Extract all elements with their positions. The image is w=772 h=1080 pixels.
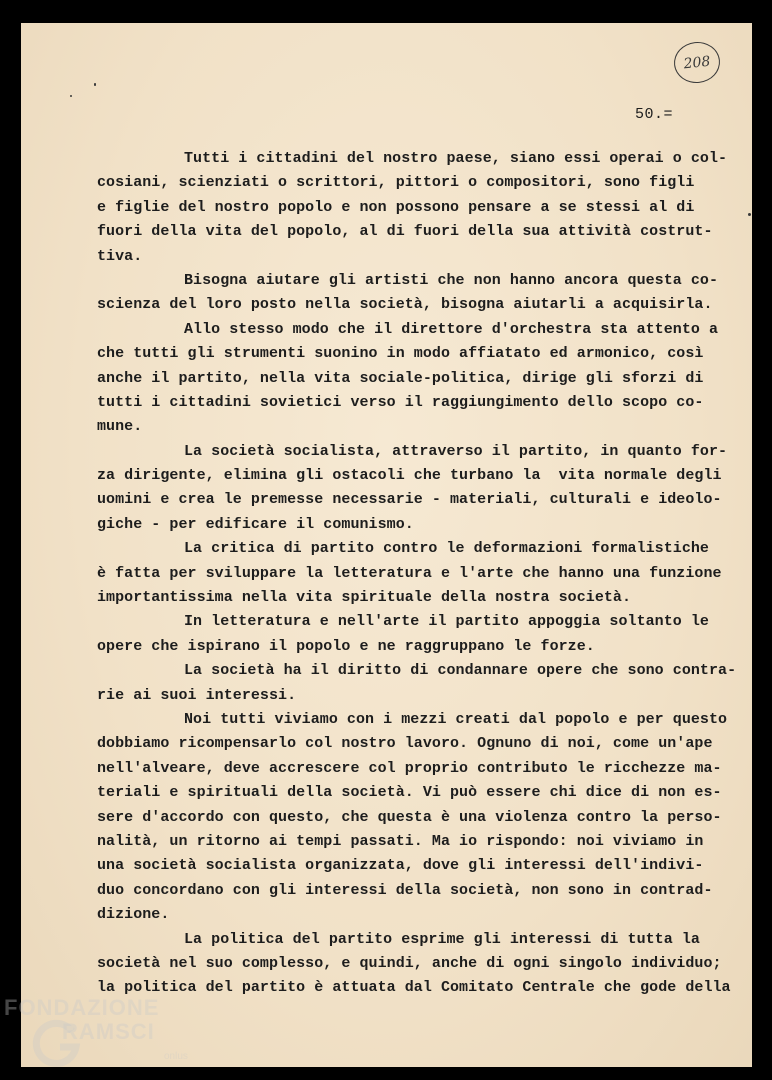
text-line: rie ai suoi interessi. [97, 686, 297, 704]
text-line: dobbiamo ricompensarlo col nostro lavoro. Ognuno di noi, come un'ape [97, 735, 713, 753]
watermark-line-2: RAMSCI [62, 1019, 155, 1044]
text-line: In letteratura e nell'arte il partito appoggia soltanto le [184, 613, 709, 631]
text-line: che tutti gli strumenti suonino in modo affiatato ed armonico, così [97, 345, 704, 363]
watermark-suffix: onlus [164, 1051, 188, 1062]
text-line: La società socialista, attraverso il partito, in quanto for- [184, 442, 728, 460]
typewritten-text-body [97, 147, 737, 1001]
text-line: Allo stesso modo che il direttore d'orchestra sta attento a [184, 320, 719, 338]
text-line: importantissima nella vita spirituale della nostra società. [97, 589, 632, 607]
text-line: uomini e crea le premesse necessarie - materiali, culturali e ideolo- [97, 491, 722, 509]
text-line: cosiani, scienziati o scrittori, pittori o compositori, sono figli [97, 174, 695, 192]
text-line: scienza del loro posto nella società, bisogna aiutarli a acquisirla. [97, 296, 713, 314]
text-line: duo concordano con gli interessi della società, non sono in contrad- [97, 881, 713, 899]
text-line: dizione. [97, 906, 170, 924]
text-line: la politica del partito è attuata dal Comitato Centrale che gode della [97, 979, 731, 997]
text-line: Bisogna aiutare gli artisti che non hanno ancora questa co- [184, 271, 719, 289]
text-line: nell'alveare, deve accrescere col proprio contributo le ricchezze ma- [97, 759, 722, 777]
text-line: anche il partito, nella vita sociale-politica, dirige gli sforzi di [97, 369, 704, 387]
text-line: giche - per edificare il comunismo. [97, 515, 414, 533]
text-line: mune. [97, 418, 143, 436]
text-line: La politica del partito esprime gli interessi di tutta la [184, 930, 700, 948]
text-line: za dirigente, elimina gli ostacoli che turbano la vita normale degli [97, 467, 722, 485]
page-number: 50.= [635, 106, 674, 123]
text-line: Noi tutti viviamo con i mezzi creati dal popolo e per questo [184, 710, 728, 728]
text-line: nalità, un ritorno ai tempi passati. Ma io rispondo: noi viviamo in [97, 832, 704, 850]
text-line: Tutti i cittadini del nostro paese, siano essi operai o col- [184, 150, 728, 167]
ink-speck [748, 213, 751, 216]
text-line: società nel suo complesso, e quindi, anche di ogni singolo individuo; [97, 954, 722, 972]
fondazione-gramsci-watermark [4, 995, 204, 1075]
text-line: opere che ispirano il popolo e ne raggruppano le forze. [97, 637, 595, 655]
text-line: teriali e spirituali della società. Vi può essere chi dice di non es- [97, 784, 722, 802]
text-line: La critica di partito contro le deformazioni formalistiche [184, 540, 709, 558]
text-line: e figlie del nostro popolo e non possono pensare a se stessi al di [97, 198, 695, 216]
ink-speck [70, 95, 72, 97]
text-line: una società socialista organizzata, dove gli interessi dell'indivi- [97, 857, 704, 875]
ink-speck [94, 83, 96, 86]
archive-number-stamp: 208 [672, 40, 722, 86]
text-line: è fatta per sviluppare la letteratura e l'arte che hanno una funzione [97, 564, 722, 582]
text-line: sere d'accordo con questo, che questa è una violenza contro la perso- [97, 808, 722, 826]
watermark-line-1: FONDAZIONE [4, 995, 160, 1020]
text-line: fuori della vita del popolo, al di fuori della sua attività costrut- [97, 223, 713, 241]
text-line: tiva. [97, 247, 143, 265]
document-page [21, 23, 752, 1067]
text-line: La società ha il diritto di condannare opere che sono contra- [184, 662, 737, 680]
text-line: tutti i cittadini sovietici verso il raggiungimento dello scopo co- [97, 393, 704, 411]
